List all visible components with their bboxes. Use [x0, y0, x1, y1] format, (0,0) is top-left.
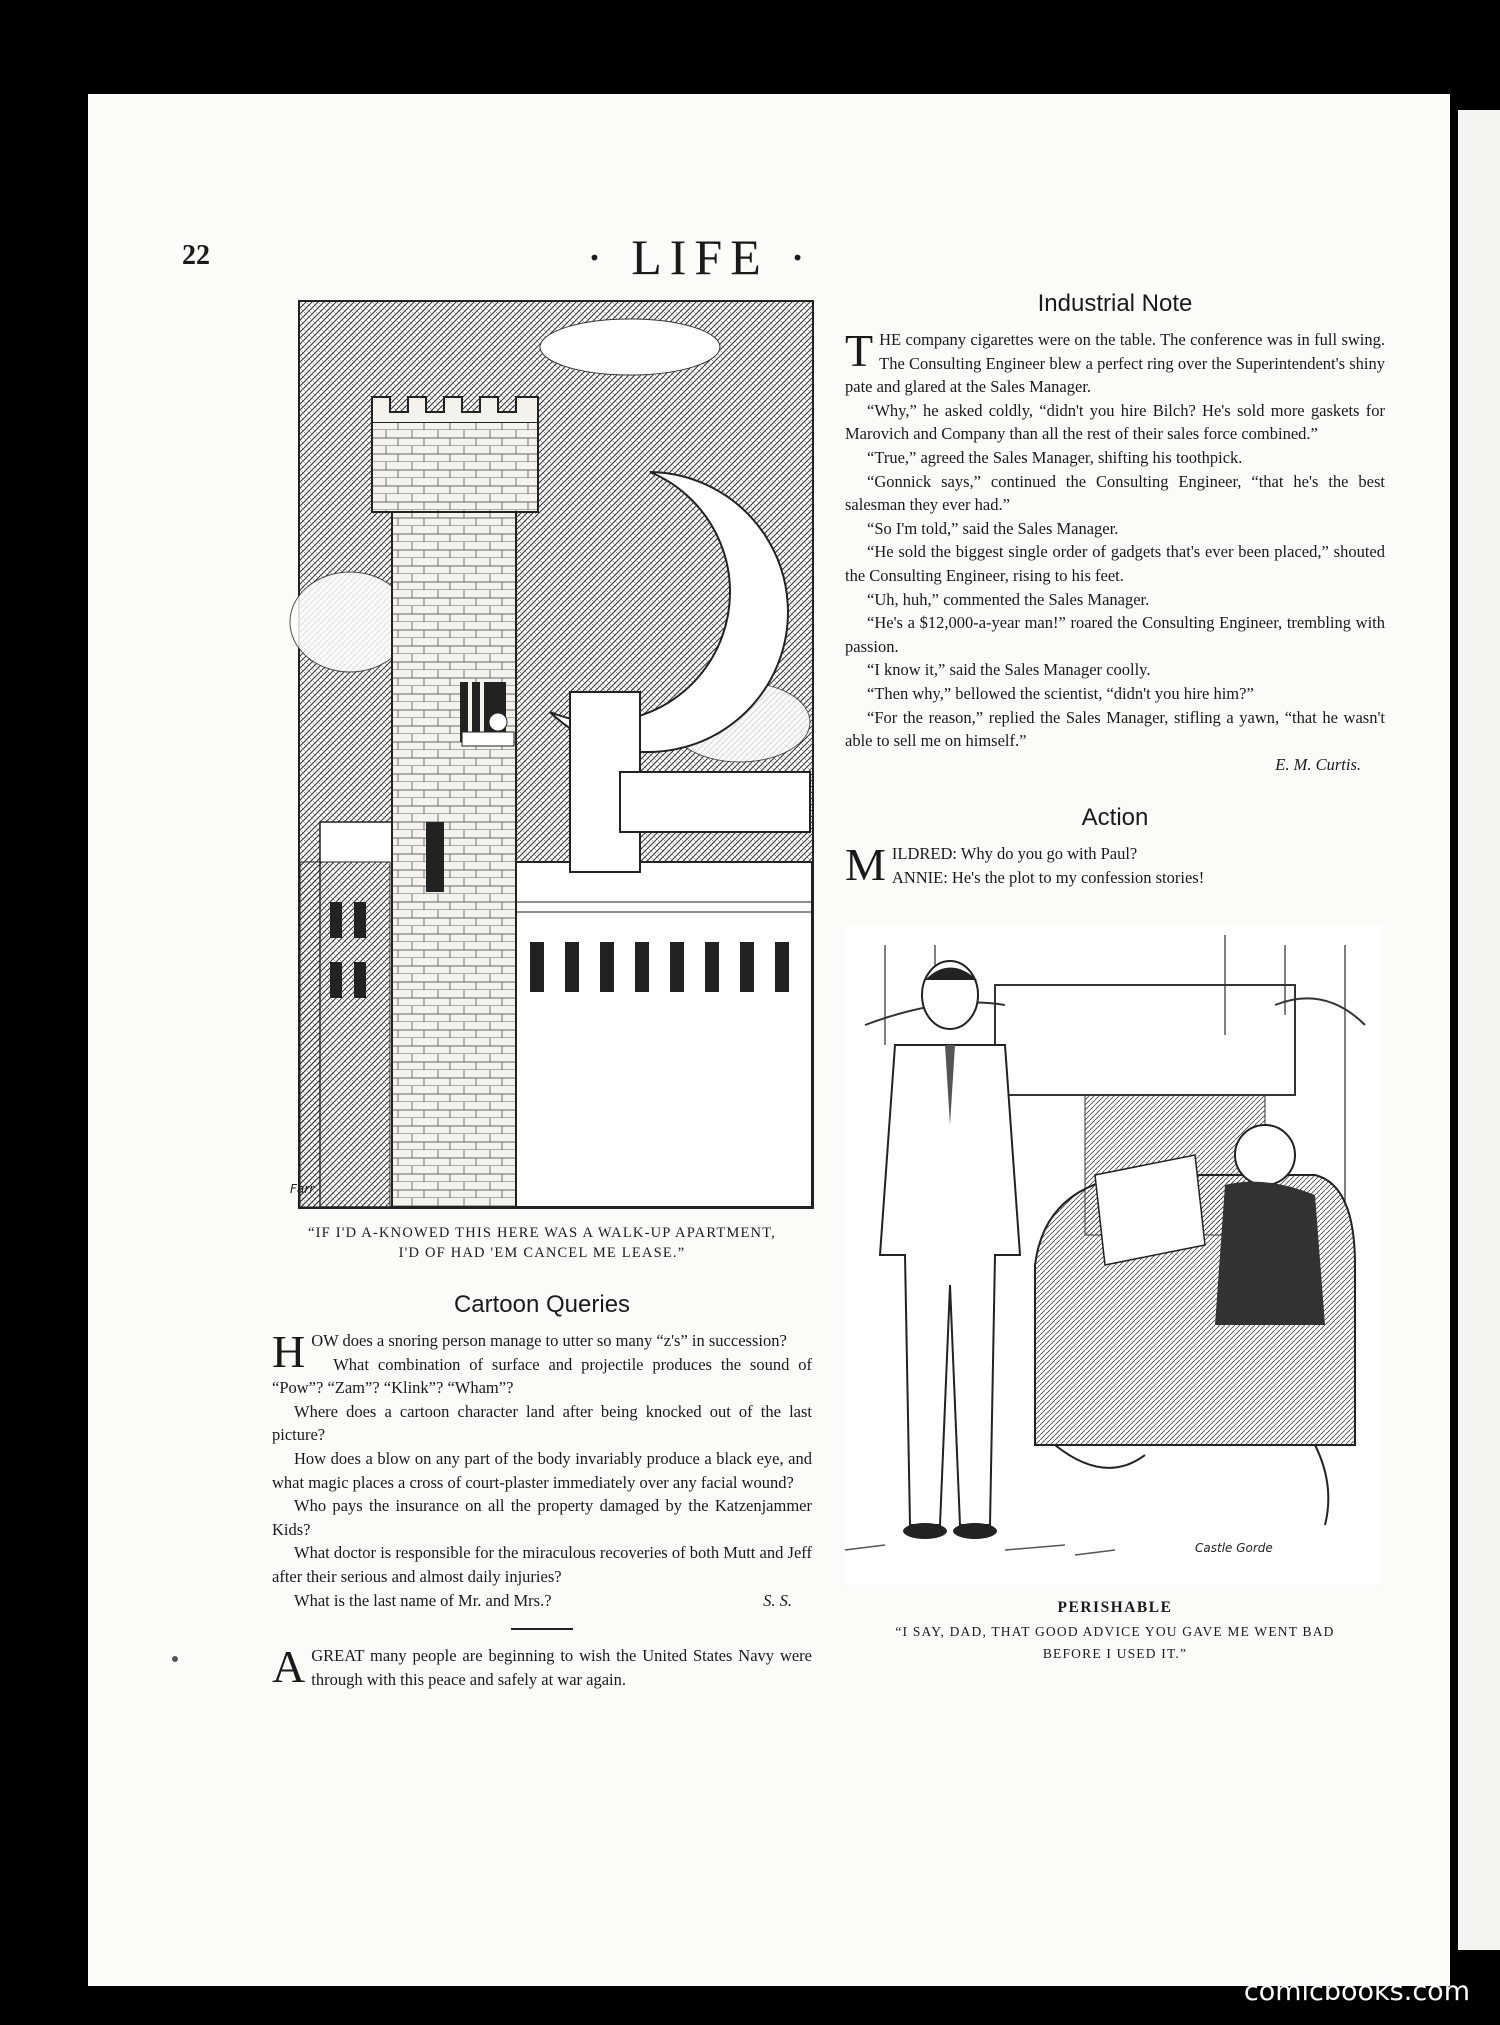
tower-cartoon-artist-signature: Farr	[290, 1182, 315, 1196]
perishable-artist-signature: Castle Gorde	[1195, 1541, 1273, 1556]
navy-note-text: GREAT many people are beginning to wish the United States Navy were through with this peace and safely at war again.	[311, 1646, 812, 1689]
industrial-paragraph: “Why,” he asked coldly, “didn't you hire Bilch? He's sold more gaskets for Marovich and Company than all the rest of their sales force combined.”	[845, 400, 1385, 444]
masthead-title: · LIFE ·	[586, 229, 814, 285]
industrial-paragraph: “For the reason,” replied the Sales Manager, stifling a yawn, “that he wasn't able to sell me on himself.”	[845, 707, 1385, 751]
navy-note	[272, 1641, 812, 1693]
industrial-paragraph: “He's a $12,000-a-year man!” roared the Consulting Engineer, trembling with passion.	[845, 613, 1385, 656]
perishable-caption-line-1: “I SAY, DAD, THAT GOOD ADVICE YOU GAVE ME WENT BAD	[895, 1624, 1335, 1640]
next-page-edge	[1458, 110, 1500, 1950]
tower-cartoon-caption	[272, 1223, 812, 1263]
perishable-title: PERISHABLE	[1057, 1599, 1173, 1617]
tower-caption-line-2: I'D OF HAD 'EM CANCEL ME LEASE.”	[398, 1245, 686, 1261]
query-last-line	[272, 1589, 812, 1613]
query-paragraph: Where does a cartoon character land after being knocked out of the last picture?	[272, 1401, 812, 1445]
query-text: OW does a snoring person manage to utter so many “z's” in succession?	[311, 1331, 787, 1350]
tower-cartoon-drawing	[300, 302, 812, 1207]
perishable-cartoon-drawing	[845, 925, 1381, 1585]
right-column	[845, 290, 1385, 1665]
page-gutter	[1450, 94, 1458, 1986]
dropcap: A	[272, 1641, 306, 1693]
cartoon-queries-title: Cartoon Queries	[453, 1291, 631, 1318]
action-line-1-text: ILDRED: Why do you go with Paul?	[891, 844, 1138, 864]
action-line-2: ANNIE: He's the plot to my confession stories!	[891, 867, 1205, 887]
perishable-cartoon-illustration	[845, 925, 1381, 1585]
dropcap: H	[272, 1326, 306, 1377]
action-text	[845, 839, 1385, 891]
action-title: Action	[1081, 804, 1149, 832]
industrial-paragraph: “Uh, huh,” commented the Sales Manager.	[867, 589, 1150, 609]
tower-caption-line-1: “IF I'D A-KNOWED THIS HERE WAS A WALK-UP APARTMENT,	[307, 1225, 776, 1241]
query-paragraph: Who pays the insurance on all the property damaged by the Katzenjammer Kids?	[272, 1496, 812, 1539]
industrial-note-text	[845, 325, 1385, 776]
industrial-text: HE company cigarettes were on the table. The conference was in full swing. The Consulting Engineer blew a perfect ring over the Superintendent's shiny pate and glared at the Sales Manager.	[845, 330, 1385, 397]
query-paragraph: What combination of surface and projectile produces the sound of “Pow”? “Zam”? “Klink”? “Wham”?	[272, 1354, 812, 1398]
section-divider	[511, 1628, 573, 1630]
industrial-paragraph: “Gonnick says,” continued the Consulting Engineer, “that he's the best salesman they ever had.”	[845, 471, 1385, 515]
tower-cartoon-illustration	[290, 300, 814, 1209]
industrial-note-title: Industrial Note	[1037, 290, 1193, 317]
dropcap: T	[845, 325, 874, 376]
query-last-text: What is the last name of Mr. and Mrs.?	[294, 1590, 552, 1610]
industrial-signature: E. M. Curtis.	[1275, 754, 1361, 774]
left-column	[272, 300, 812, 1691]
industrial-paragraph: “So I'm told,” said the Sales Manager.	[867, 518, 1119, 538]
page-number: 22	[182, 240, 210, 271]
site-watermark: comicbooks.com	[1243, 1976, 1470, 2007]
industrial-paragraph: “He sold the biggest single order of gadgets that's ever been placed,” shouted the Consulting Engineer, rising to his feet.	[845, 542, 1385, 585]
cartoon-queries-text	[272, 1326, 812, 1612]
industrial-paragraph: “True,” agreed the Sales Manager, shifting his toothpick.	[867, 447, 1243, 467]
perishable-caption-line-2: BEFORE I USED IT.”	[1042, 1646, 1188, 1662]
industrial-paragraph: “I know it,” said the Sales Manager coolly.	[867, 660, 1151, 680]
dropcap: M	[845, 839, 886, 891]
industrial-paragraph	[845, 325, 1385, 399]
perishable-caption	[845, 1621, 1385, 1665]
page-speck	[172, 1656, 178, 1662]
query-paragraph: How does a blow on any part of the body invariably produce a black eye, and what magic places a cross of court-plaster immediately over any facial wound?	[272, 1448, 812, 1492]
query-paragraph: What doctor is responsible for the miraculous recoveries of both Mutt and Jeff after their serious and almost daily injuries?	[272, 1543, 812, 1586]
navy-note-paragraph	[272, 1641, 812, 1693]
industrial-paragraph: “Then why,” bellowed the scientist, “didn't you hire him?”	[867, 683, 1254, 703]
query-signature: S. S.	[763, 1590, 792, 1610]
